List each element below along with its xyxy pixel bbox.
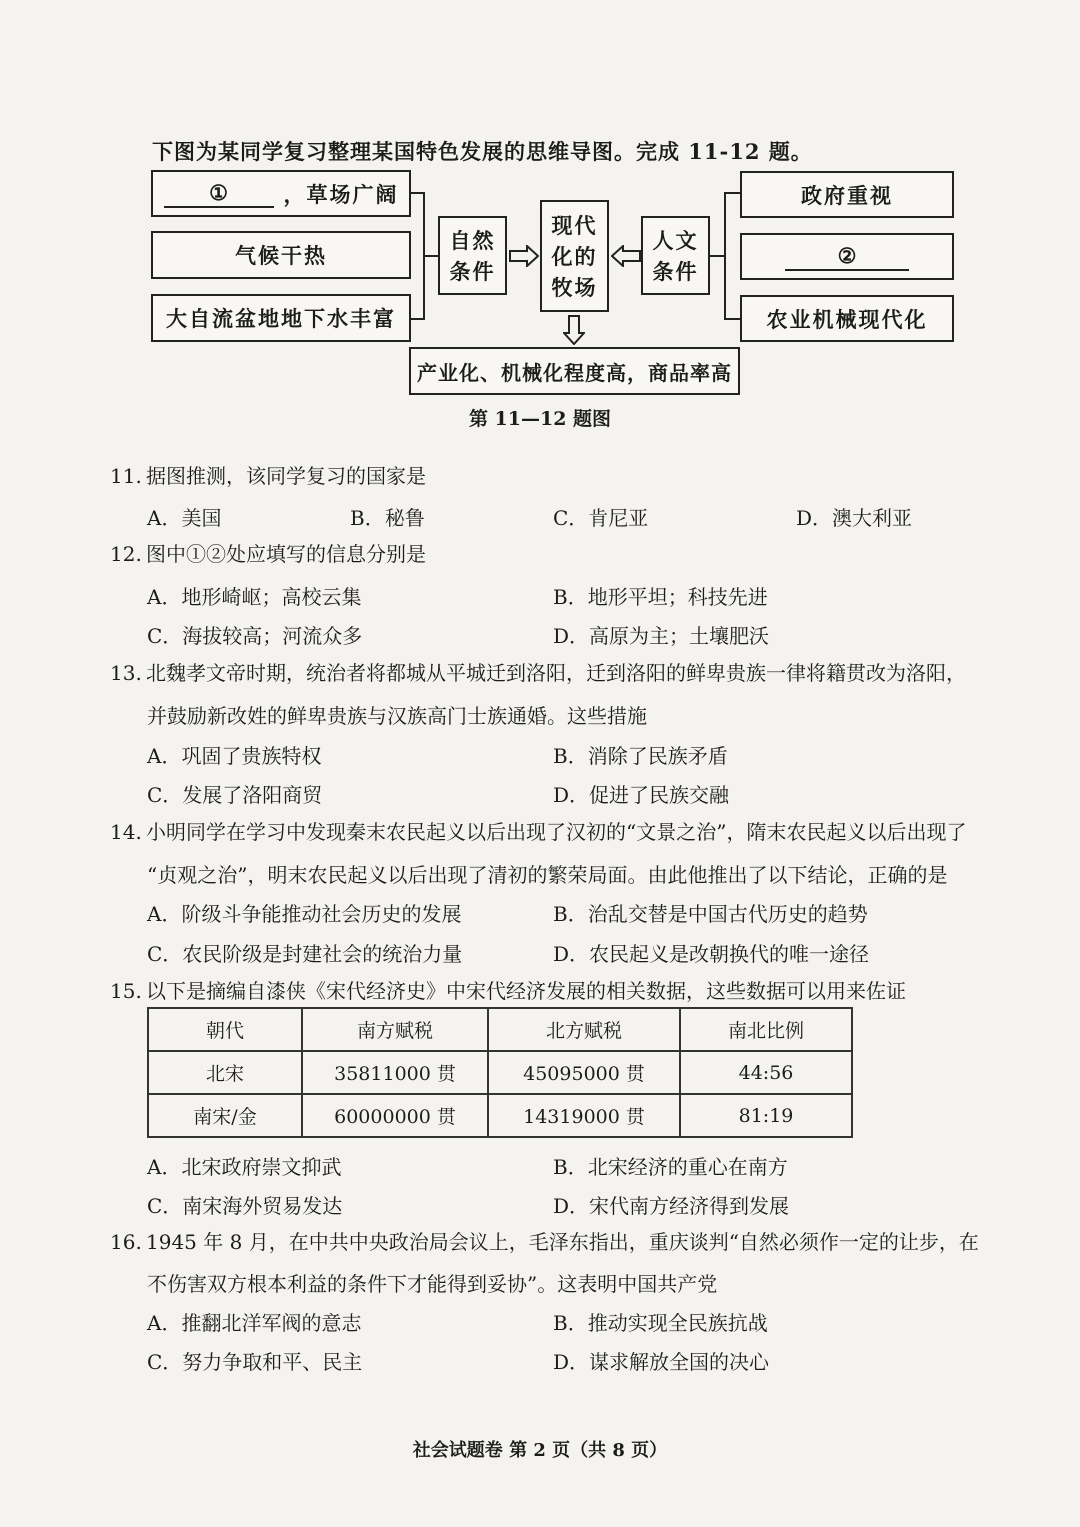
option-b: B．秘鲁 [350,506,425,530]
option-c: C．发展了洛阳商贸 [147,783,323,807]
diagram-intro: 下图为某同学复习整理某国特色发展的思维导图。完成 11-12 题。 [152,139,813,164]
question-number: 15. [110,979,142,1003]
modern-ranch-box [540,200,609,312]
blank-1: ① [164,180,274,208]
center-line-2: 化的 [551,243,598,269]
option-d: D．谋求解放全国的决心 [553,1350,770,1374]
question-16 [110,1229,979,1255]
option-a: A．阶级斗争能推动社会历史的发展 [147,902,462,926]
question-stem-continued: 不伤害双方根本利益的条件下才能得到妥协”。这表明中国共产党 [147,1272,718,1296]
option-a: A．美国 [147,506,222,530]
left-box-1 [151,170,411,217]
question-stem: 图中①②处应填写的信息分别是 [146,542,426,566]
option-b: B．地形平坦；科技先进 [553,585,768,609]
option-a: A．推翻北洋军阀的意志 [147,1311,362,1335]
natural-line-1: 自然 [449,227,496,253]
natural-conditions-box [438,216,507,295]
option-c: C．南宋海外贸易发达 [147,1194,343,1218]
result-box: 产业化、机械化程度高，商品率高 [409,347,740,395]
table-cell: 81:19 [680,1094,852,1137]
table-cell: 14319000 贯 [488,1094,680,1137]
question-number: 16. [110,1230,142,1254]
question-15 [110,978,906,1004]
center-line-3: 牧场 [551,274,598,300]
left-box-3: 大自流盆地地下水丰富 [151,294,411,342]
table-header-row [148,1008,852,1051]
table-row [148,1094,852,1137]
question-number: 13. [110,661,142,685]
option-d: D．澳大利亚 [796,506,913,530]
right-box-3: 农业机械现代化 [740,295,954,342]
left-box-2: 气候干热 [151,231,411,279]
question-stem: 北魏孝文帝时期，统治者将都城从平城迁到洛阳，迁到洛阳的鲜卑贵族一律将籍贯改为洛阳， [146,661,966,685]
arrow-right-icon [509,245,539,267]
option-b: B．北宋经济的重心在南方 [553,1155,788,1179]
natural-line-2: 条件 [449,258,496,284]
arrow-left-icon [611,245,641,267]
question-number: 14. [110,820,142,844]
question-12 [110,541,426,567]
option-b: B．消除了民族矛盾 [553,744,728,768]
page-footer: 社会试题卷 第 2 页（共 8 页） [412,1440,668,1461]
question-13 [110,660,966,686]
option-a: A．地形崎岖；高校云集 [147,585,362,609]
human-conditions-box [641,216,710,295]
right-box-2 [740,233,954,280]
option-d: D．高原为主；土壤肥沃 [553,624,770,648]
table-row [148,1051,852,1094]
table-header-cell: 南北比例 [680,1008,852,1051]
arrow-down-icon [563,315,585,345]
option-c: C．海拔较高；河流众多 [147,624,363,648]
option-b: B．治乱交替是中国古代历史的趋势 [553,902,868,926]
right-bracket-stem [710,255,725,257]
question-number: 11. [110,464,142,488]
left-bracket [411,192,425,320]
table-header-cell: 南方赋税 [302,1008,488,1051]
right-bracket [724,192,740,320]
right-box-1: 政府重视 [740,171,954,218]
center-line-1: 现代 [551,212,598,238]
option-d: D．促进了民族交融 [553,783,730,807]
question-stem-continued: 并鼓励新改姓的鲜卑贵族与汉族高门士族通婚。这些措施 [147,704,647,728]
table-cell: 60000000 贯 [302,1094,488,1137]
tax-data-table [147,1007,853,1138]
option-b: B．推动实现全民族抗战 [553,1311,768,1335]
question-stem: 小明同学在学习中发现秦末农民起义以后出现了汉初的“文景之治”，隋末农民起义以后出现了 [146,820,967,844]
human-line-1: 人文 [652,227,699,253]
table-cell: 45095000 贯 [488,1051,680,1094]
blank-2: ② [785,243,909,271]
option-a: A．北宋政府崇文抑武 [147,1155,342,1179]
table-cell: 北宋 [148,1051,302,1094]
question-stem: 1945 年 8 月，在中共中央政治局会议上，毛泽东指出，重庆谈判“自然必须作一定的让步，在 [146,1230,979,1254]
table-header-cell: 朝代 [148,1008,302,1051]
left-box-1-text: ，草场广阔 [283,181,399,207]
option-c: C．肯尼亚 [553,506,649,530]
table-cell: 35811000 贯 [302,1051,488,1094]
question-stem: 以下是摘编自漆侠《宋代经济史》中宋代经济发展的相关数据，这些数据可以用来佐证 [146,979,906,1003]
option-c: C．努力争取和平、民主 [147,1350,363,1374]
option-a: A．巩固了贵族特权 [147,744,322,768]
left-bracket-stem [424,255,439,257]
question-14 [110,819,966,845]
question-stem-continued: “贞观之治”，明末农民起义以后出现了清初的繁荣局面。由此他推出了以下结论，正确的是 [147,863,948,887]
table-header-cell: 北方赋税 [488,1008,680,1051]
option-d: D．宋代南方经济得到发展 [553,1194,790,1218]
question-number: 12. [110,542,142,566]
question-11 [110,463,426,489]
question-stem: 据图推测，该同学复习的国家是 [146,464,426,488]
table-cell: 44:56 [680,1051,852,1094]
option-c: C．农民阶级是封建社会的统治力量 [147,942,463,966]
human-line-2: 条件 [652,258,699,284]
table-cell: 南宋/金 [148,1094,302,1137]
diagram-caption: 第 11—12 题图 [468,408,612,430]
option-d: D．农民起义是改朝换代的唯一途径 [553,942,870,966]
